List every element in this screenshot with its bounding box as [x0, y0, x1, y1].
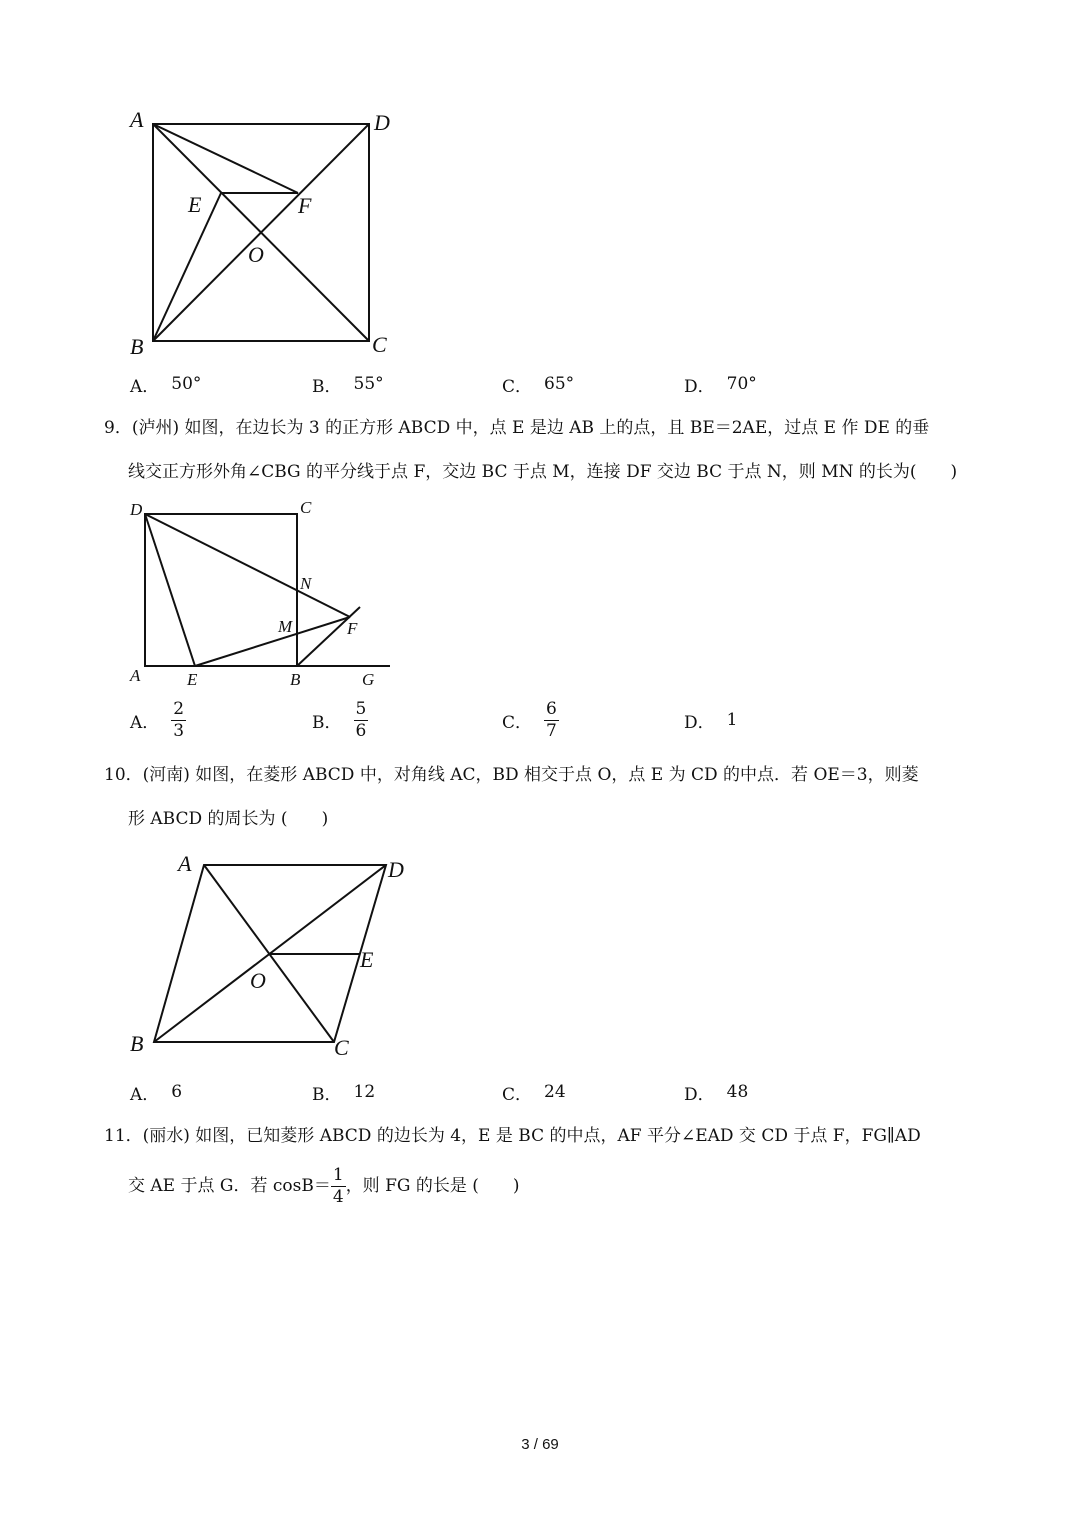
option-letter: A．	[130, 376, 160, 397]
label-E: E	[188, 192, 202, 217]
label-C: C	[300, 498, 312, 517]
label-O: O	[250, 968, 266, 993]
segment-df	[145, 514, 350, 617]
option-value: 6	[171, 1082, 183, 1102]
option-letter: D．	[684, 376, 715, 397]
fraction-denominator: 6	[355, 720, 367, 741]
option-letter: A．	[130, 712, 160, 733]
question-10-line-1: 10．(河南) 如图，在菱形 ABCD 中，对角线 AC，BD 相交于点 O，点 E 为 CD 的中点．若 OE＝3，则菱	[104, 765, 919, 785]
label-M: M	[278, 617, 293, 636]
option-value: 70°	[726, 374, 757, 394]
question-11	[104, 1114, 984, 1208]
label-B: B	[290, 670, 301, 689]
segment-de	[145, 514, 195, 666]
option-d	[684, 364, 757, 404]
fraction-denominator: 7	[546, 720, 557, 741]
label-B: B	[130, 1031, 144, 1056]
option-letter: B．	[312, 376, 342, 397]
option-letter: C．	[502, 712, 533, 733]
segment-ef	[195, 617, 350, 666]
option-c	[502, 700, 559, 740]
label-O: O	[248, 242, 264, 267]
option-letter: D．	[684, 712, 715, 733]
label-N: N	[300, 574, 312, 593]
fraction	[354, 698, 369, 741]
label-F: F	[347, 619, 358, 638]
option-letter: B．	[312, 712, 342, 733]
option-b	[312, 1072, 375, 1112]
segment-af	[153, 124, 298, 193]
option-a	[130, 700, 186, 740]
label-A: A	[178, 851, 192, 876]
label-E: E	[187, 670, 198, 689]
option-d	[684, 1072, 748, 1112]
label-D: D	[374, 110, 390, 135]
option-a	[130, 1072, 182, 1112]
question-11-text-before: 交 AE 于点 G．若 cosB＝	[128, 1176, 331, 1196]
option-value: 24	[544, 1082, 566, 1102]
figure-q8	[110, 100, 430, 370]
label-F: F	[298, 193, 312, 218]
square-outline	[145, 514, 297, 666]
question-10	[104, 753, 984, 841]
option-c	[502, 364, 574, 404]
label-A: A	[130, 107, 144, 132]
fraction	[171, 698, 186, 741]
fraction-numerator: 1	[332, 1165, 344, 1185]
question-11-line-2	[104, 1164, 984, 1208]
option-value: 55°	[353, 374, 384, 394]
fraction-denominator: 4	[332, 1187, 344, 1207]
option-letter: B．	[312, 1084, 342, 1105]
option-value: 1	[726, 710, 738, 730]
figure-q10	[120, 845, 420, 1065]
fraction	[544, 698, 559, 741]
option-value: 65°	[544, 374, 575, 394]
option-letter: A．	[130, 1084, 160, 1105]
question-10-line-2: 形 ABCD 的周长为 ( )	[128, 809, 329, 829]
label-D: D	[130, 500, 143, 519]
option-b	[312, 364, 384, 404]
segment-be	[153, 193, 221, 341]
option-value: 12	[353, 1082, 376, 1102]
fraction-denominator: 3	[173, 720, 185, 741]
label-C: C	[334, 1035, 349, 1060]
option-a	[130, 364, 201, 404]
option-letter: D．	[684, 1084, 715, 1105]
option-letter: C．	[502, 376, 533, 397]
question-9	[104, 406, 984, 494]
label-C: C	[372, 332, 387, 357]
question-11-text-after: ，则 FG 的长是 ( )	[345, 1176, 520, 1196]
option-b	[312, 700, 368, 740]
option-value: 48	[726, 1082, 749, 1102]
option-d	[684, 700, 737, 740]
label-D: D	[388, 857, 404, 882]
label-G: G	[362, 670, 375, 689]
label-B: B	[130, 334, 144, 359]
option-value: 50°	[171, 374, 202, 394]
page-number: 3 / 69	[521, 1436, 559, 1453]
label-E: E	[360, 947, 374, 972]
label-A: A	[130, 666, 141, 685]
fraction-numerator: 2	[173, 698, 185, 719]
fraction-numerator: 5	[355, 698, 367, 719]
option-c	[502, 1072, 566, 1112]
question-9-line-1: 9．(泸州) 如图，在边长为 3 的正方形 ABCD 中，点 E 是边 AB 上的点，且 BE＝2AE，过点 E 作 DE 的垂	[104, 418, 930, 438]
question-9-line-2: 线交正方形外角∠CBG 的平分线于点 F，交边 BC 于点 M，连接 DF 交边 BC 于点 N，则 MN 的长为( )	[128, 462, 958, 482]
figure-q9	[120, 495, 400, 695]
fraction-numerator: 6	[546, 698, 557, 719]
option-letter: C．	[502, 1084, 533, 1105]
question-11-line-1: 11．(丽水) 如图，已知菱形 ABCD 的边长为 4，E 是 BC 的中点，AF 平分∠EAD 交 CD 于点 F，FG∥AD	[104, 1126, 921, 1146]
fraction	[331, 1167, 346, 1206]
